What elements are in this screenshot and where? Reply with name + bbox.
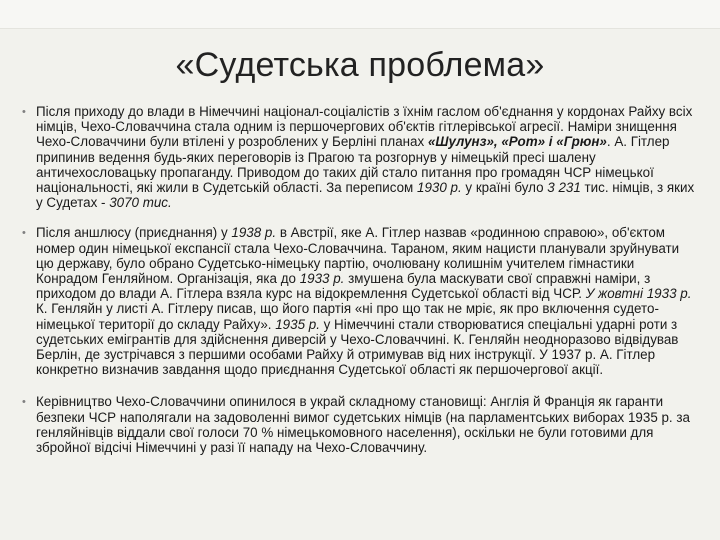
bullet-text-segment: К. Генляйн у листі А. Гітлеру писав, що його партія «ні про що так не мріє, як про включення судето-німецької території до складу Райху».: [36, 301, 659, 332]
bullet-text: [36, 225, 691, 377]
bullet-dot-icon: •: [22, 396, 26, 409]
bullet-text-segment: «Шулунз», «Рот» і «Грюн»: [427, 134, 607, 150]
bullet-text-segment: 1935 р.: [275, 316, 320, 332]
bullet-item: [22, 104, 698, 210]
bullet-text-segment: Після аншлюсу (приєднання) у: [36, 225, 232, 241]
bullet-text-segment: Керівництво Чехо-Словаччини опинилося в украй складному становищі: Англія й Франція як гаранти безпеки ЧСР наполягали на задоволенні вимог судетських німців (на парламентських виборах 1935 р. за генляйнівців віддали свої голоси 70 % німецькомовного населення), оскільки не були готовими для збройної відсічі Німеччині у разі її нападу на Чехо-Словаччину.: [36, 394, 690, 456]
slide-top-divider: [0, 28, 720, 29]
bullet-text-segment: у країні було: [461, 180, 548, 196]
bullet-dot-icon: •: [22, 227, 26, 240]
bullet-text-segment: 1930 р.: [417, 180, 462, 196]
bullet-text: [36, 104, 694, 210]
bullet-text-segment: змушена була маскувати свої справжні наміри, з приходом до влади А. Гітлера взяла курс на відокремлення Судетської області від ЧСР.: [36, 271, 651, 302]
bullet-text-segment: 3070 тис.: [109, 195, 172, 211]
slide-title: «Судетська проблема»: [175, 46, 545, 84]
slide-body: [22, 104, 698, 455]
bullet-text-segment: У жовтні 1933 р.: [585, 286, 692, 302]
bullet-item: [22, 225, 698, 377]
bullet-text-segment: 1933 р.: [299, 271, 345, 287]
bullet-text: [36, 394, 690, 455]
bullet-text-segment: . А. Гітлер припинив ведення будь-яких переговорів із Прагою та розгорнув у німецькій пресі шалену античехословацьку пропаганду. Приводом до таких дій стало питання про громадян ЧСР німецької національності, які жили в Судетській області. За переписом: [36, 134, 670, 196]
bullet-text-segment: в Австрії, яке А. Гітлер назвав «родинною справою», об'єктом номер один німецької експансії стала Чехо-Словаччина. Тараном, яким нацисти планували зруйнувати цю державу, було обрано Судетсько-німецьку партію, очолювану колишнім учителем гімнастики Конрадом Генляйном. Організація, яка до: [36, 225, 680, 287]
slide-top-band: [0, 0, 720, 28]
bullet-text-segment: у Німеччині стали створюватися спеціальні ударні роти з судетських емігрантів для здійснення диверсій у Чехо-Словаччині. К. Генляйн неодноразово відвідував Берлін, де зустрічався з першими особами Райху й отримував від них інструкції. У 1937 р. А. Гітлер конкретно визначив завдання щодо приєднання Судетської області як першочергової акції.: [36, 316, 679, 378]
bullet-text-segment: 3 231: [547, 180, 581, 196]
bullet-text-segment: 1938 р.: [231, 225, 277, 241]
bullet-dot-icon: •: [22, 106, 26, 118]
bullet-text-segment: тис. німців, з яких у Судетах -: [36, 180, 695, 211]
bullet-item: [22, 394, 698, 455]
bullet-text-segment: Після приходу до влади в Німеччині націонал-соціалістів з їхнім гаслом об'єднання у кордонах Райху всіх німців, Чехо-Словаччина стала одним із першочергових об'єктів гітлерівської агресії. Наміри знищення Чехо-Словаччини були втілені у розроблених у Берліні планах: [36, 104, 693, 150]
